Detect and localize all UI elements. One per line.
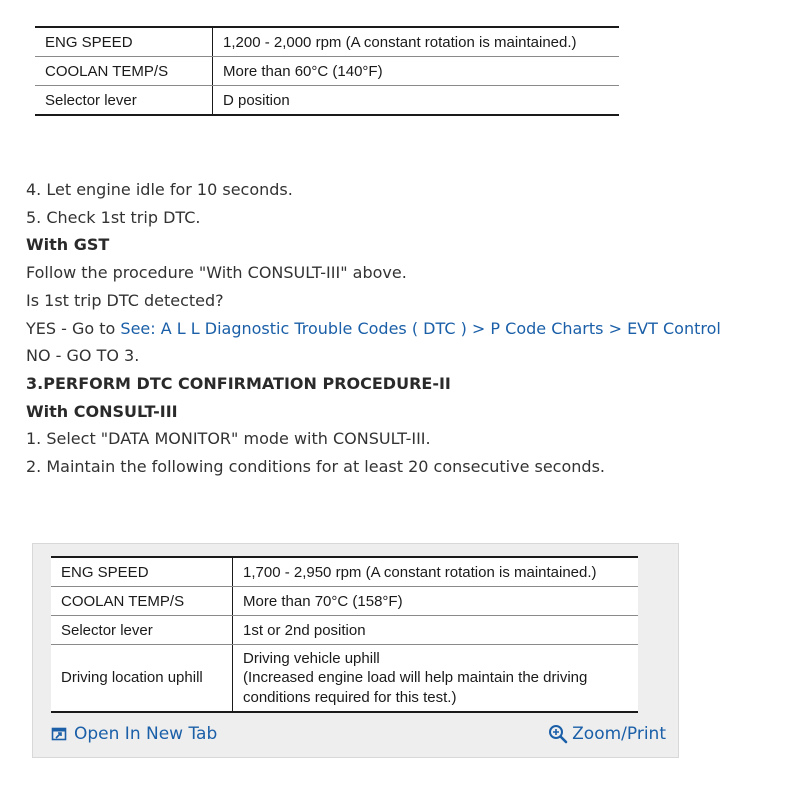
follow-procedure-text: Follow the procedure "With CONSULT-III" above. bbox=[26, 263, 407, 283]
table-cell-value bbox=[233, 645, 639, 713]
conditions-table-2 bbox=[51, 556, 638, 713]
procedure-text bbox=[26, 176, 796, 481]
section-3-heading: 3.PERFORM DTC CONFIRMATION PROCEDURE-II bbox=[26, 373, 451, 393]
table-cell-label: Selector lever bbox=[51, 616, 233, 645]
dtc-question-text: Is 1st trip DTC detected? bbox=[26, 290, 224, 310]
table-cell-value: 1st or 2nd position bbox=[233, 616, 639, 645]
step-2-text: 2. Maintain the following conditions for at least 20 consecutive seconds. bbox=[26, 457, 605, 477]
conditions-table-1 bbox=[35, 26, 619, 116]
open-in-new-tab-label: Open In New Tab bbox=[74, 724, 218, 744]
table-cell-label: Driving location uphill bbox=[51, 645, 233, 713]
yes-line bbox=[26, 315, 796, 343]
dtc-chart-link[interactable]: See: A L L Diagnostic Trouble Codes ( DTC ) > P Code Charts > EVT Control bbox=[120, 318, 721, 338]
table-row bbox=[51, 557, 638, 587]
conditions-table-2-frame bbox=[32, 543, 679, 758]
zoom-print-link[interactable] bbox=[548, 724, 666, 744]
table-row bbox=[35, 86, 619, 116]
image-footer bbox=[33, 722, 678, 752]
table-row bbox=[35, 27, 619, 57]
open-new-tab-icon bbox=[51, 726, 67, 742]
with-consult-heading: With CONSULT-III bbox=[26, 401, 178, 421]
uphill-line-1: Driving vehicle uphill bbox=[243, 649, 380, 667]
table-row bbox=[51, 616, 638, 645]
uphill-line-2: (Increased engine load will help maintain the driving bbox=[243, 669, 588, 687]
table-cell-value: More than 60°C (140°F) bbox=[213, 57, 620, 86]
no-line: NO - GO TO 3. bbox=[26, 346, 140, 366]
open-in-new-tab-link[interactable] bbox=[51, 724, 217, 744]
table-cell-label: ENG SPEED bbox=[51, 557, 233, 587]
zoom-print-label: Zoom/Print bbox=[572, 724, 666, 744]
table-cell-value: 1,200 - 2,000 rpm (A constant rotation is maintained.) bbox=[213, 27, 620, 57]
table-cell-value: D position bbox=[223, 91, 290, 109]
table-cell-value: More than 70°C (158°F) bbox=[233, 587, 639, 616]
table-cell-label: COOLAN TEMP/S bbox=[35, 57, 213, 86]
magnifier-plus-icon bbox=[548, 724, 568, 744]
step-5-text: 5. Check 1st trip DTC. bbox=[26, 207, 201, 227]
with-gst-heading: With GST bbox=[26, 235, 110, 255]
table-cell-label: Selector lever bbox=[35, 86, 213, 116]
table-cell-label: ENG SPEED bbox=[35, 27, 213, 57]
table-row bbox=[35, 57, 619, 86]
table-row bbox=[51, 645, 638, 713]
step-4-text: 4. Let engine idle for 10 seconds. bbox=[26, 180, 293, 199]
table-row bbox=[51, 587, 638, 616]
step-1-text: 1. Select "DATA MONITOR" mode with CONSULT-III. bbox=[26, 429, 431, 449]
yes-prefix: YES - Go to bbox=[26, 318, 121, 338]
uphill-line-3: conditions required for this test.) bbox=[243, 688, 457, 706]
table-cell-value: 1,700 - 2,950 rpm (A constant rotation is maintained.) bbox=[233, 557, 639, 587]
table-cell-label: COOLAN TEMP/S bbox=[51, 587, 233, 616]
